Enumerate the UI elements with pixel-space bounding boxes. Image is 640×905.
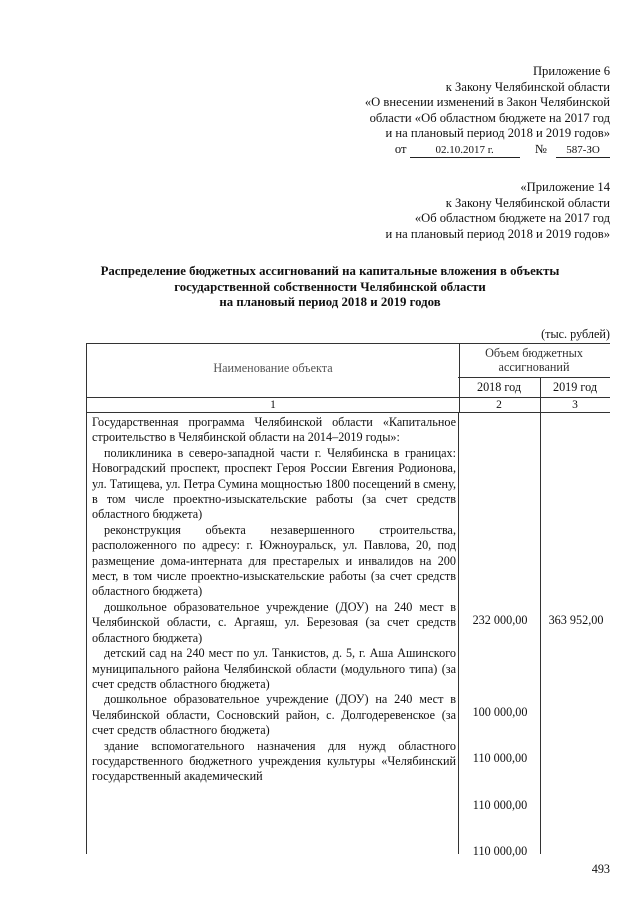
allocation-table — [86, 343, 610, 858]
header-2019: 2019 год — [552, 380, 598, 394]
unit-label: (тыс. рублей) — [541, 327, 610, 341]
table-body — [86, 413, 610, 858]
table-border-mid — [458, 413, 459, 854]
rows-text — [92, 415, 456, 785]
appendix-14-block — [386, 180, 610, 242]
table-header — [86, 343, 610, 397]
law-number: 587-ЗО — [556, 144, 610, 158]
header-volume-line-1: Объем бюджетных — [485, 346, 583, 360]
column-number-1: 1 — [86, 398, 460, 412]
row-1-value-2018: 232 000,00 — [472, 613, 528, 627]
appendix-14-line-3: «Об областном бюджете на 2017 год — [414, 211, 610, 226]
header-2018: 2018 год — [458, 378, 541, 397]
title-line-2: государственной собственности Челябинской области — [174, 279, 486, 294]
appendix-6-line-1: Приложение 6 — [532, 64, 610, 78]
document-title — [80, 264, 580, 311]
table-row: поликлиника в северо-западной части г. Челябинска в границах: Новоградский проспект, проспект Героя России Евгения Родионова, ул. Татищева, ул. Петра Сумина мощностью 1800 посещений в смену, в том числе проектно-изыскательские работы (за счет средств областного бюджета) — [92, 445, 456, 522]
header-volume — [458, 344, 610, 378]
title-line-1: Распределение бюджетных ассигнований на капитальные вложения в объекты — [100, 264, 560, 278]
appendix-6-line-2: к Закону Челябинской области — [445, 79, 610, 94]
table-row: Государственная программа Челябинской области «Капитальное строительство в Челябинской области на 2014–2019 годы»: — [92, 415, 456, 445]
appendix-6-line-4: области «Об областном бюджете на 2017 год — [369, 110, 610, 125]
appendix-6-block — [365, 64, 610, 158]
table-row: дошкольное образовательное учреждение (ДОУ) на 240 мест в Челябинской области, с. Аргаяш, ул. Березовая (за счет средств областного бюджета) — [92, 599, 456, 645]
appendix-6-line-5: и на плановый период 2018 и 2019 годов» — [385, 126, 610, 141]
header-volume-line-2: ассигнований — [498, 360, 570, 374]
appendix-6-line-3: «О внесении изменений в Закон Челябинской — [364, 95, 610, 110]
from-label: от — [394, 141, 407, 156]
appendix-14-line-1: «Приложение 14 — [520, 180, 610, 194]
row-5-value-2018: 110 000,00 — [472, 844, 528, 858]
page-number: 493 — [591, 862, 610, 876]
column-number-3: 3 — [572, 399, 578, 411]
header-name: Наименование объекта — [213, 361, 333, 375]
row-4-value-2018: 110 000,00 — [472, 798, 528, 812]
appendix-14-line-2: к Закону Челябинской области — [445, 195, 610, 210]
row-2-value-2018: 100 000,00 — [472, 705, 528, 719]
law-date: 02.10.2017 г. — [410, 144, 520, 158]
row-3-value-2018: 110 000,00 — [472, 751, 528, 765]
table-row: дошкольное образовательное учреждение (ДОУ) на 240 мест в Челябинской области, Сосновский район, с. Долгодеревенское (за счет средств областного бюджета) — [92, 692, 456, 738]
appendix-14-line-4: и на плановый период 2018 и 2019 годов» — [385, 226, 610, 241]
appendix-6-date-line — [365, 142, 610, 158]
column-number-row — [86, 397, 610, 413]
table-row: здание вспомогательного назначения для нужд областного государственного бюджетного учреждения культуры «Челябинский государственный академический — [92, 738, 456, 784]
table-row: реконструкция объекта незавершенного строительства, расположенного по адресу: г. Южноуральск, ул. Павлова, 20, под размещение дома-интерната для престарелых и инвалидов на 200 мест, в том числе проектно-изыскательские работы (за счет средств областного бюджета) — [92, 522, 456, 599]
header-name-cell — [86, 344, 460, 397]
column-number-2: 2 — [458, 398, 541, 412]
table-border-left — [86, 413, 87, 854]
table-border-right — [540, 413, 541, 854]
title-line-3: на плановый период 2018 и 2019 годов — [219, 295, 441, 310]
table-row: детский сад на 240 мест по ул. Танкистов, д. 5, г. Аша Ашинского муниципального района Челябинской области (модульного типа) (за счет средств областного бюджета) — [92, 646, 456, 691]
number-label: № — [534, 141, 547, 156]
row-1-value-2019: 363 952,00 — [548, 613, 604, 627]
